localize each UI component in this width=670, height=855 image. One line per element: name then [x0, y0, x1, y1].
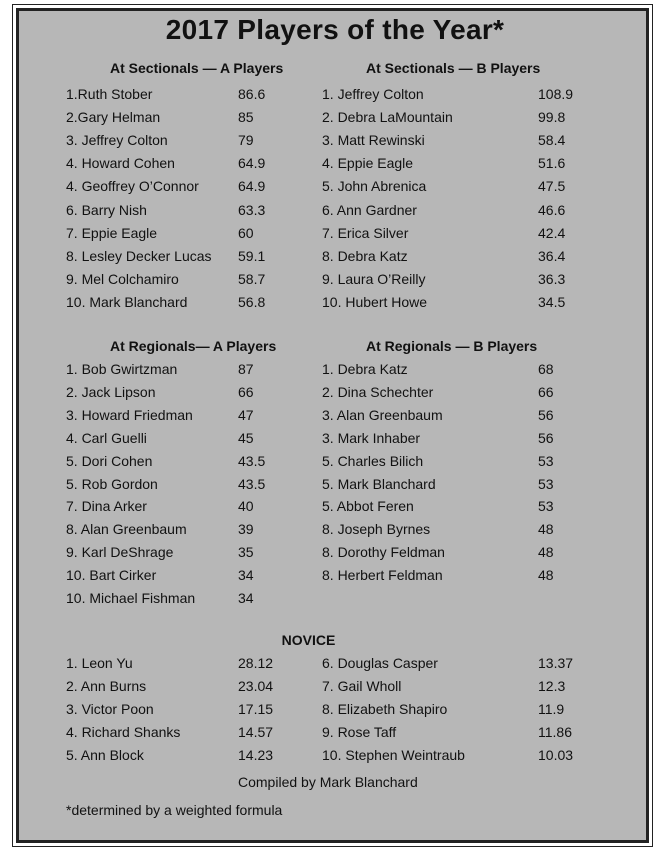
player-name: 2. Jack Lipson — [66, 383, 156, 400]
player-row — [66, 86, 298, 106]
player-name: 9. Mel Colchamiro — [66, 270, 179, 287]
player-name: 4. Richard Shanks — [66, 723, 181, 740]
player-row — [66, 544, 298, 564]
player-name: 6. Barry Nish — [66, 201, 147, 218]
player-row — [66, 655, 298, 675]
player-row — [66, 225, 298, 245]
player-score: 36.3 — [538, 270, 566, 287]
player-name: 10. Hubert Howe — [322, 293, 428, 310]
player-score: 64.9 — [238, 178, 266, 195]
player-row — [322, 384, 598, 404]
player-score: 10.03 — [538, 746, 574, 763]
player-name: 7. Eppie Eagle — [66, 224, 158, 241]
player-score: 60 — [238, 224, 254, 241]
player-name: 6. Ann Gardner — [322, 201, 417, 218]
player-row — [66, 521, 298, 541]
player-name: 5. Ann Block — [66, 746, 144, 763]
player-row — [322, 294, 598, 314]
player-score: 11.86 — [538, 723, 572, 740]
player-score: 48 — [538, 521, 554, 538]
player-row — [322, 655, 598, 675]
player-name: 3. Jeffrey Colton — [66, 132, 168, 149]
player-score: 42.4 — [538, 224, 566, 241]
player-name: 7. Gail Wholl — [322, 677, 402, 694]
player-score: 13.37 — [538, 655, 574, 671]
player-score: 36.4 — [538, 247, 566, 264]
player-name: 8. Joseph Byrnes — [322, 521, 431, 538]
player-name: 5. Abbot Feren — [322, 498, 414, 515]
player-name: 1. Debra Katz — [322, 361, 408, 377]
player-name: 1. Jeffrey Colton — [322, 86, 424, 102]
player-name: 9. Rose Taff — [322, 723, 397, 740]
player-name: 8. Elizabeth Shapiro — [322, 700, 448, 717]
player-name: 5. Dori Cohen — [66, 452, 153, 469]
player-row — [322, 361, 598, 381]
player-score: 56.8 — [238, 293, 266, 310]
player-row — [322, 225, 598, 245]
player-score: 99.8 — [538, 109, 566, 126]
player-row — [322, 86, 598, 106]
player-row — [322, 476, 598, 496]
player-row — [322, 544, 598, 564]
player-score: 43.5 — [238, 452, 266, 469]
player-name: 3. Mark Inhaber — [322, 429, 421, 446]
player-name: 8. Lesley Decker Lucas — [66, 247, 212, 264]
player-name: 2.Gary Helman — [66, 109, 161, 126]
player-name: 4. Howard Cohen — [66, 155, 175, 172]
player-row — [322, 678, 598, 698]
player-score: 66 — [538, 383, 554, 400]
player-row — [66, 590, 298, 610]
player-score: 48 — [538, 567, 554, 584]
player-row — [322, 430, 598, 450]
player-name: 5. Mark Blanchard — [322, 475, 436, 492]
footnote: *determined by a weighted formula — [66, 802, 283, 818]
player-row — [322, 271, 598, 291]
player-name: 4. Carl Guelli — [66, 429, 147, 446]
player-score: 53 — [538, 498, 554, 515]
player-name: 5. John Abrenica — [322, 178, 427, 195]
player-score: 85 — [238, 109, 254, 126]
player-score: 14.23 — [238, 746, 274, 763]
player-row — [66, 430, 298, 450]
player-score: 58.4 — [538, 132, 566, 149]
player-name: 7. Dina Arker — [66, 498, 147, 515]
player-row — [322, 155, 598, 175]
player-score: 14.57 — [238, 723, 274, 740]
player-score: 108.9 — [538, 86, 574, 102]
compiled-by: Compiled by Mark Blanchard — [238, 774, 418, 790]
player-name: 3. Matt Rewinski — [322, 132, 425, 149]
player-name: 9. Laura O’Reilly — [322, 270, 426, 287]
player-row — [322, 109, 598, 129]
player-score: 12.3 — [538, 677, 566, 694]
player-score: 56 — [538, 406, 554, 423]
player-score: 48 — [538, 544, 554, 561]
player-score: 68 — [538, 361, 554, 377]
player-name: 3. Howard Friedman — [66, 406, 193, 423]
player-row — [66, 178, 298, 198]
player-score: 34 — [238, 590, 254, 606]
player-score: 47 — [238, 406, 254, 423]
player-name: 10. Mark Blanchard — [66, 293, 188, 310]
player-row — [66, 747, 298, 767]
player-row — [66, 678, 298, 698]
player-score: 39 — [238, 521, 254, 538]
player-row — [322, 521, 598, 541]
player-name: 4. Eppie Eagle — [322, 155, 414, 172]
player-score: 28.12 — [238, 655, 274, 671]
player-name: 2. Dina Schechter — [322, 383, 434, 400]
player-row — [322, 453, 598, 473]
player-score: 35 — [238, 544, 254, 561]
regionals-a-heading: At Regionals— A Players — [110, 338, 277, 354]
player-row — [66, 155, 298, 175]
player-row — [66, 271, 298, 291]
player-row — [322, 747, 598, 767]
player-score: 51.6 — [538, 155, 566, 172]
player-row — [322, 724, 598, 744]
player-row — [66, 567, 298, 587]
player-name: 2. Ann Burns — [66, 677, 147, 694]
player-score: 43.5 — [238, 475, 266, 492]
player-name: 8. Debra Katz — [322, 247, 408, 264]
player-score: 47.5 — [538, 178, 566, 195]
player-row — [66, 361, 298, 381]
player-name: 5. Charles Bilich — [322, 452, 424, 469]
player-score: 17.15 — [238, 700, 274, 717]
novice-heading: NOVICE — [281, 632, 336, 648]
player-score: 34 — [238, 567, 254, 584]
player-score: 45 — [238, 429, 254, 446]
player-score: 40 — [238, 498, 254, 515]
player-row — [322, 567, 598, 587]
player-name: 10. Bart Cirker — [66, 567, 157, 584]
player-row — [322, 132, 598, 152]
player-row — [66, 724, 298, 744]
player-name: 4. Geoffrey O’Connor — [66, 178, 199, 195]
sectionals-a-heading: At Sectionals — A Players — [110, 60, 284, 76]
player-row — [66, 384, 298, 404]
player-row — [66, 248, 298, 268]
player-name: 3. Alan Greenbaum — [322, 406, 443, 423]
player-name: 9. Karl DeShrage — [66, 544, 174, 561]
player-score: 66 — [238, 383, 254, 400]
player-score: 79 — [238, 132, 254, 149]
regionals-b-heading: At Regionals — B Players — [366, 338, 538, 354]
player-row — [322, 407, 598, 427]
page-title: 2017 Players of the Year* — [165, 14, 505, 45]
player-name: 10. Michael Fishman — [66, 590, 196, 606]
player-row — [66, 202, 298, 222]
player-row — [322, 202, 598, 222]
player-row — [322, 248, 598, 268]
player-name: 6. Douglas Casper — [322, 655, 438, 671]
player-score: 87 — [238, 361, 254, 377]
sectionals-b-heading: At Sectionals — B Players — [366, 60, 541, 76]
player-row — [66, 453, 298, 473]
player-score: 86.6 — [238, 86, 266, 102]
player-score: 11.9 — [538, 700, 565, 717]
player-row — [66, 498, 298, 518]
player-row — [322, 701, 598, 721]
player-name: 10. Stephen Weintraub — [322, 746, 465, 763]
player-row — [66, 701, 298, 721]
player-name: 1.Ruth Stober — [66, 86, 153, 102]
player-score: 63.3 — [238, 201, 266, 218]
player-row — [322, 178, 598, 198]
player-name: 3. Victor Poon — [66, 700, 154, 717]
player-name: 7. Erica Silver — [322, 224, 409, 241]
player-name: 8. Herbert Feldman — [322, 567, 443, 584]
player-row — [66, 476, 298, 496]
player-name: 1. Bob Gwirtzman — [66, 361, 178, 377]
player-row — [66, 407, 298, 427]
player-score: 64.9 — [238, 155, 266, 172]
player-score: 59.1 — [238, 247, 266, 264]
player-name: 2. Debra LaMountain — [322, 109, 453, 126]
player-name: 8. Dorothy Feldman — [322, 544, 445, 561]
player-row — [66, 294, 298, 314]
player-score: 46.6 — [538, 201, 566, 218]
player-score: 58.7 — [238, 270, 266, 287]
player-score: 56 — [538, 429, 554, 446]
player-row — [66, 109, 298, 129]
player-score: 23.04 — [238, 677, 274, 694]
player-name: 1. Leon Yu — [66, 655, 133, 671]
player-name: 8. Alan Greenbaum — [66, 521, 187, 538]
player-score: 34.5 — [538, 293, 566, 310]
player-row — [66, 132, 298, 152]
player-name: 5. Rob Gordon — [66, 475, 158, 492]
player-score: 53 — [538, 452, 554, 469]
player-score: 53 — [538, 475, 554, 492]
player-row — [322, 498, 598, 518]
